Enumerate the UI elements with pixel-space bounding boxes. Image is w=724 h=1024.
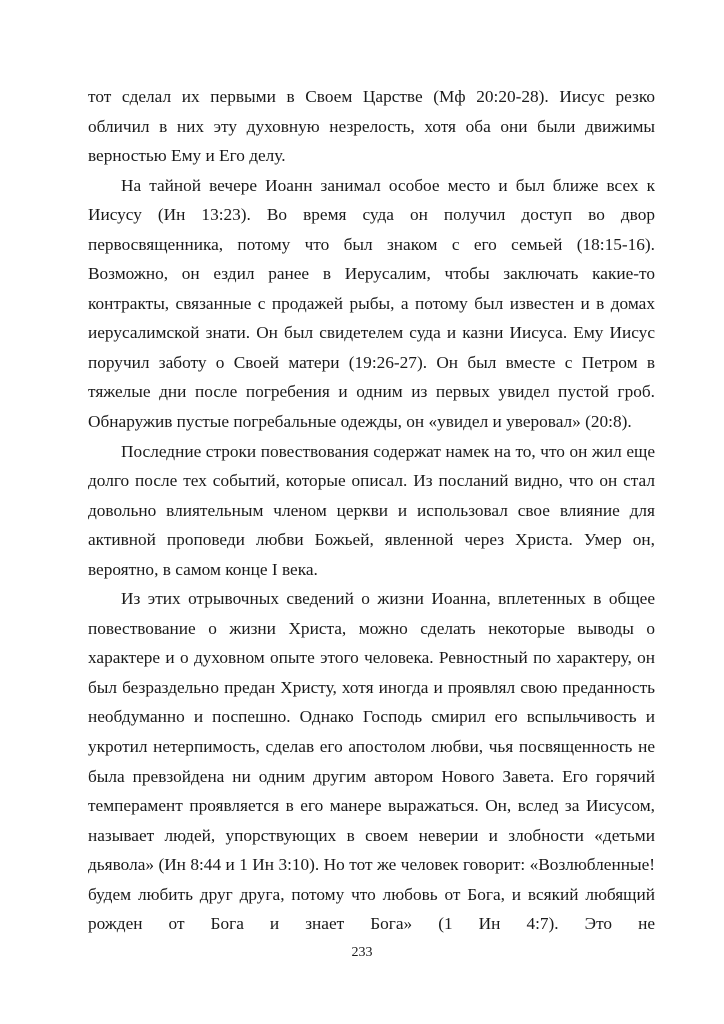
page-body: [88, 82, 655, 939]
paragraph-character: Из этих отрывочных сведений о жизни Иоанна, вплетенных в общее повествование о жизни Христа, можно сделать некоторые выводы о характере и о духовном опыте этого человека. Ревностный по характеру, он был безраздельно предан Христу, хотя иногда и проявлял свою преданность необдуманно и поспешно. Однако Господь смирил его вспыльчивость и укротил нетерпимость, сделав его апостолом любви, чья посвященность не была превзойдена ни одним другим автором Нового Завета. Его горячий темперамент проявляется в его манере выражаться. Он, вслед за Иисусом, называет людей, упорствующих в своем неверии и злобности «детьми дьявола» (Ин 8:44 и 1 Ин 3:10). Но тот же человек говорит: «Возлюбленные! будем любить друг друга, потому что любовь от Бога, и всякий любящий рожден от Бога и знает Бога» (1 Ин 4:7). Это не: [88, 589, 655, 934]
paragraph-continued: тот сделал их первыми в Своем Царстве (Мф 20:20-28). Иисус резко обличил в них эту духовную незрелость, хотя оба они были движимы верностью Ему и Его делу.: [88, 87, 655, 166]
page-number: 233: [351, 945, 373, 960]
paragraph-last-supper: На тайной вечере Иоанн занимал особое место и был ближе всех к Иисусу (Ин 13:23). Во время суда он получил доступ во двор первосвященника, потому что был знаком с его семьей (18:15-16). Возможно, он ездил ранее в Иерусалим, чтобы заключать какие-то контракты, связанные с продажей рыбы, а потому был известен и в домах иерусалимской знати. Он был свидетелем суда и казни Иисуса. Ему Иисус поручил заботу о Своей матери (19:26-27). Он был вместе с Петром в тяжелые дни после погребения и одним из первых увидел пустой гроб. Обнаружив пустые погребальные одежды, он «увидел и уверовал» (20:8).: [88, 175, 655, 432]
paragraph-later-life: Последние строки повествования содержат намек на то, что он жил еще долго после тех событий, которые описал. Из посланий видно, что он стал довольно влиятельным членом церкви и использовал свое влияние для активной проповеди любви Божьей, явленной через Христа. Умер он, вероятно, в самом конце I века.: [88, 441, 655, 579]
